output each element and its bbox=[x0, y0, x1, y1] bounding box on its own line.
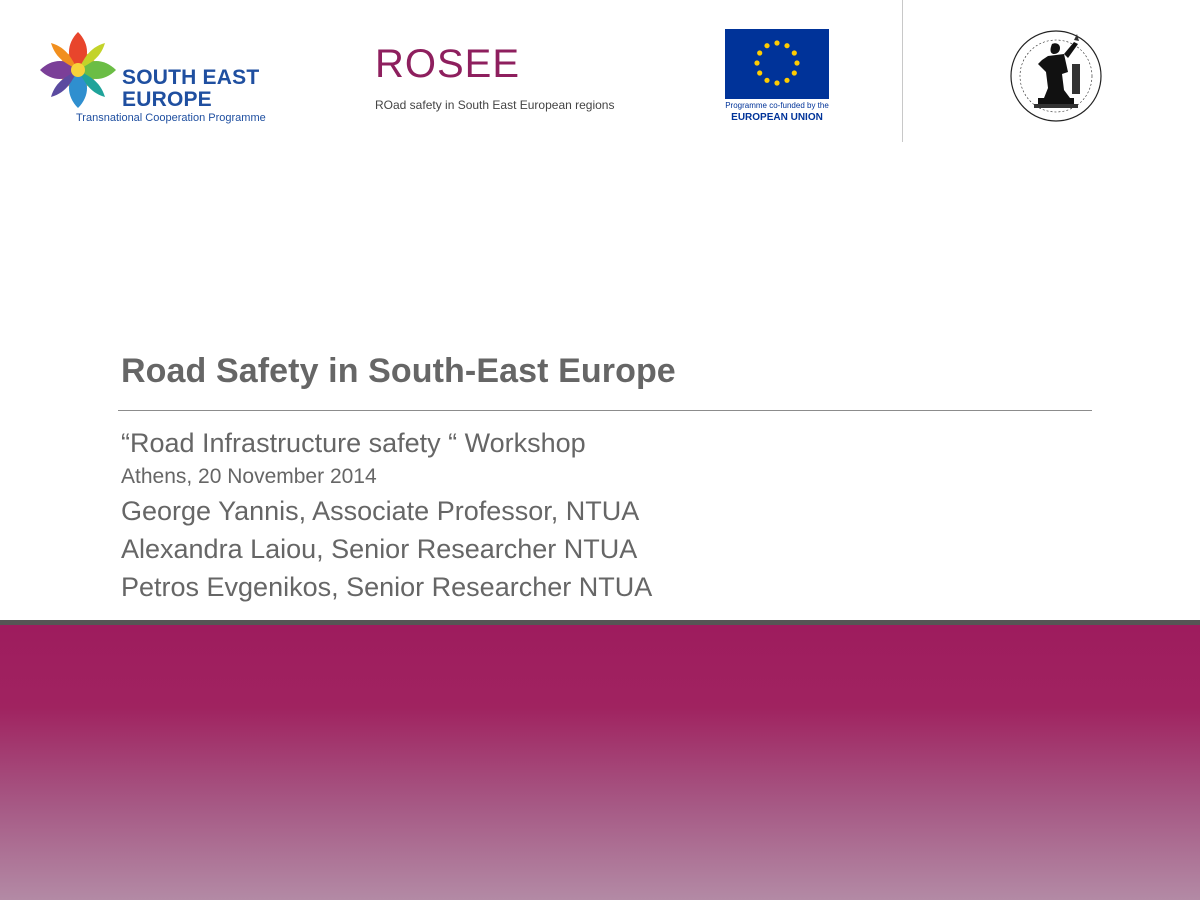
workshop-date: Athens, 20 November 2014 bbox=[121, 465, 377, 488]
author-line: George Yannis, Associate Professor, NTUA bbox=[121, 496, 640, 526]
slide-title: Road Safety in South-East Europe bbox=[121, 352, 676, 390]
header-divider bbox=[902, 0, 903, 142]
rosee-tagline: ROad safety in South East European regions bbox=[375, 98, 615, 112]
author-line: Alexandra Laiou, Senior Researcher NTUA bbox=[121, 534, 638, 564]
see-logo-line2: EUROPE bbox=[122, 88, 212, 111]
author-line: Petros Evgenikos, Senior Researcher NTUA bbox=[121, 572, 653, 602]
title-divider bbox=[118, 410, 1092, 411]
bottom-color-band bbox=[0, 625, 1200, 900]
eu-logo bbox=[725, 29, 829, 125]
rosee-wordmark: ROSEE bbox=[375, 42, 521, 86]
eu-logo-line1: Programme co-funded by the bbox=[725, 101, 829, 110]
see-star-icon bbox=[38, 30, 118, 110]
see-logo-line1: SOUTH EAST bbox=[122, 66, 260, 89]
ntua-emblem-icon bbox=[1008, 28, 1104, 124]
eu-logo-line2: EUROPEAN UNION bbox=[731, 112, 823, 123]
workshop-name: “Road Infrastructure safety “ Workshop bbox=[121, 428, 586, 458]
eu-flag-icon bbox=[725, 29, 829, 99]
south-east-europe-logo bbox=[38, 30, 288, 130]
rosee-logo bbox=[375, 42, 635, 118]
see-logo-subtitle: Transnational Cooperation Programme bbox=[76, 112, 266, 124]
